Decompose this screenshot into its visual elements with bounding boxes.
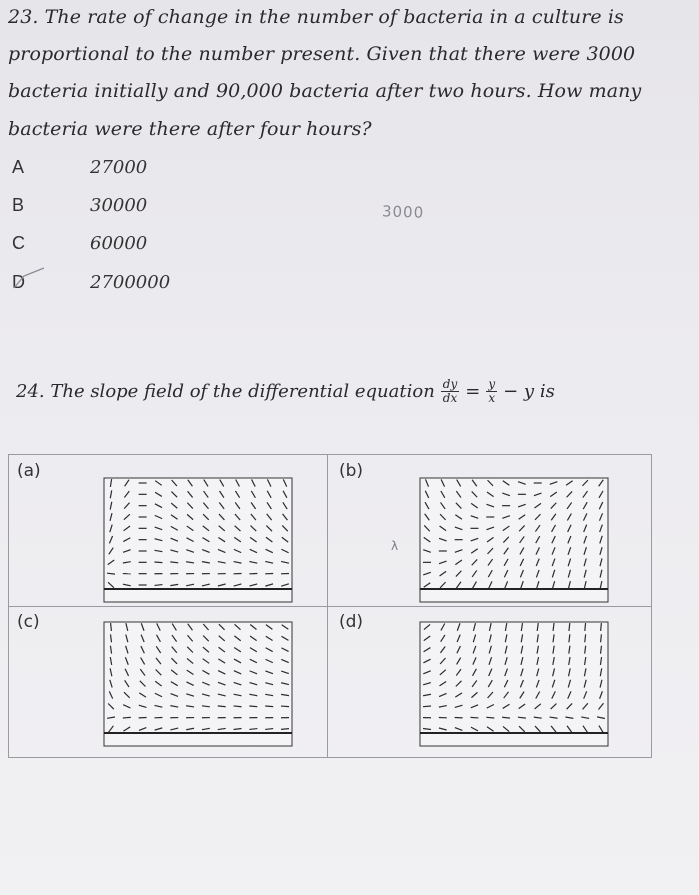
option-d-value: 2700000 <box>90 272 171 293</box>
option-a-letter: A <box>12 157 25 177</box>
slope-segment <box>281 729 289 730</box>
slope-segment <box>154 585 162 586</box>
option-a-value: 27000 <box>90 157 148 178</box>
option-b-value: 30000 <box>90 195 148 216</box>
q24-tail: − y is <box>503 381 555 402</box>
cell-d-label: (d) <box>339 612 364 632</box>
slope-segment <box>470 717 478 718</box>
slope-segment <box>601 634 602 642</box>
slope-field-frame <box>104 478 292 602</box>
slope-field-b <box>419 477 609 603</box>
slope-field-frame <box>104 622 292 746</box>
dy-dx-fraction <box>441 378 459 405</box>
slope-segment <box>154 562 162 563</box>
answer-grid <box>8 454 652 758</box>
slope-field-frame <box>420 622 608 746</box>
cell-b-label: (b) <box>339 461 364 481</box>
q23-line-3: bacteria initially and 90,000 bacteria after two hours. How many <box>8 80 642 102</box>
slope-segment <box>423 706 431 707</box>
stray-mark: λ <box>391 539 399 553</box>
handwritten-note: 3000 <box>381 202 425 222</box>
q23-line-1: 23. The rate of change in the number of bacteria in a culture is <box>8 6 624 28</box>
pencil-check-mark <box>10 266 50 296</box>
cell-a-label: (a) <box>17 461 41 481</box>
y-numerator: y <box>488 377 496 391</box>
dx-denominator: dx <box>442 391 458 405</box>
option-d-letter: D <box>12 272 25 292</box>
slope-segment <box>601 623 602 631</box>
slope-segment <box>265 729 273 730</box>
x-denominator: x <box>488 391 496 405</box>
q24-prompt <box>16 378 555 405</box>
slope-field-frame <box>420 478 608 602</box>
slope-segment <box>281 706 289 707</box>
slope-segment <box>585 623 586 631</box>
q23-line-2: proportional to the number present. Given that there were 3000 <box>8 43 636 65</box>
q24-prefix: 24. The slope field of the differential equation <box>16 381 435 402</box>
option-c-value: 60000 <box>90 233 148 254</box>
slope-field-c <box>103 621 293 747</box>
q23-line-4: bacteria were there after four hours? <box>8 118 372 140</box>
slope-segment <box>502 717 510 718</box>
slope-segment <box>486 717 494 718</box>
option-c-letter: C <box>12 233 25 253</box>
dy-numerator: dy <box>442 377 458 391</box>
cell-c-label: (c) <box>17 612 40 632</box>
slope-segment <box>123 717 131 718</box>
y-over-x-fraction <box>486 378 497 405</box>
option-b-letter: B <box>12 195 25 215</box>
equals-sign: = <box>465 381 481 402</box>
slope-segment <box>234 706 242 707</box>
slope-field-d <box>419 621 609 747</box>
slope-segment <box>569 623 570 631</box>
slope-field-a <box>103 477 293 603</box>
grid-divider-horizontal <box>9 606 651 607</box>
slope-segment <box>265 706 273 707</box>
slope-segment <box>249 706 257 707</box>
